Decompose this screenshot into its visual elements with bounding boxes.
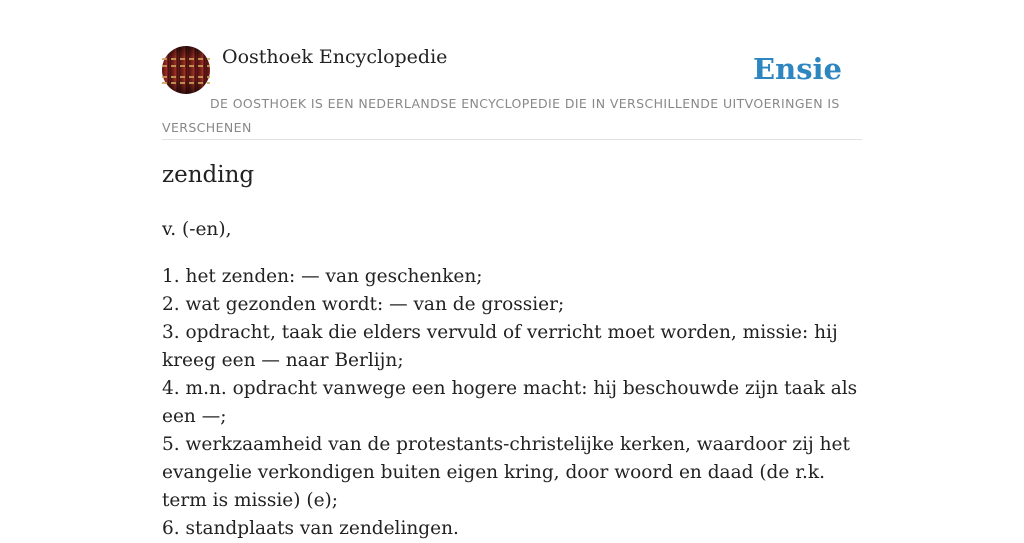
definition-item: 6. standplaats van zendelingen. <box>162 518 459 539</box>
grammar-info: v. (-en), <box>162 219 232 240</box>
definition-item: 5. werkzaamheid van de protestants-christelijke kerken, waardoor zij het evangelie verkondigen buiten eigen kring, door woord en daad (de r.k. term is missie) (e); <box>162 434 850 511</box>
definitions-list <box>162 263 862 543</box>
site-tagline: DE OOSTHOEK IS EEN NEDERLANDSE ENCYCLOPEDIE DIE IN VERSCHILLENDE UITVOERINGEN IS VERSCHENEN <box>162 96 840 135</box>
definition-item: 3. opdracht, taak die elders vervuld of verricht moet worden, missie: hij kreeg een — naar Berlijn; <box>162 322 838 371</box>
definition-item: 4. m.n. opdracht vanwege een hogere macht: hij beschouwde zijn taak als een —; <box>162 378 858 427</box>
definition-item: 1. het zenden: — van geschenken; <box>162 266 483 287</box>
encyclopedia-books-icon[interactable] <box>162 46 210 94</box>
definition-item: 2. wat gezonden wordt: — van de grossier; <box>162 294 565 315</box>
brand-logo-link[interactable]: Ensie <box>753 52 842 86</box>
site-header <box>162 46 862 140</box>
site-title[interactable]: Oosthoek Encyclopedie <box>222 46 448 68</box>
entry-title: zending <box>162 162 255 188</box>
